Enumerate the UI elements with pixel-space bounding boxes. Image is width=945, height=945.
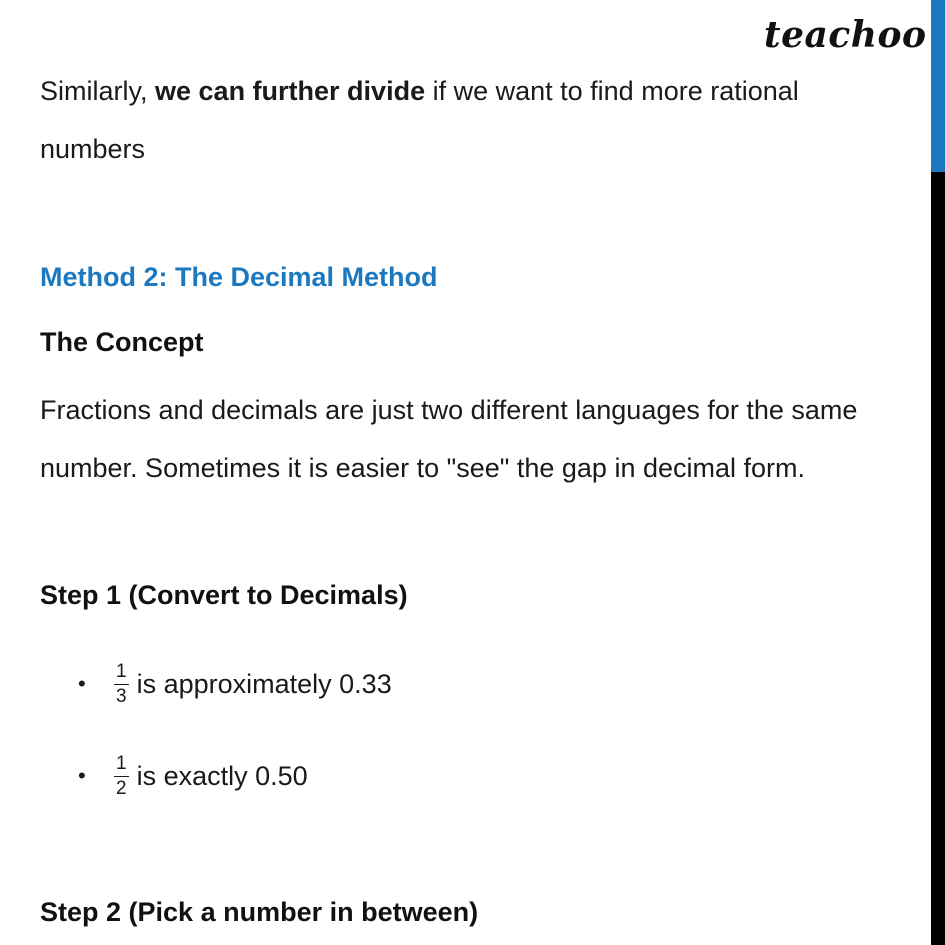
list-item: [78, 654, 392, 714]
teachoo-logo: teachoo: [764, 14, 927, 56]
fraction: [114, 662, 129, 707]
bullet-icon: •: [78, 763, 86, 788]
paragraph-concept-line2: number. Sometimes it is easier to "see" the gap in decimal form.: [40, 453, 806, 483]
bullet-text: is exactly 0.50: [136, 760, 308, 791]
fraction-denominator: 2: [116, 777, 127, 799]
paragraph-similarly-before: Similarly,: [40, 76, 156, 106]
concept-heading: The Concept: [40, 327, 204, 357]
paragraph-similarly-line1: [40, 62, 799, 120]
fraction-denominator: 3: [116, 685, 127, 707]
step2-heading: Step 2 (Pick a number in between): [40, 897, 479, 927]
paragraph-similarly-bold: we can further divide: [155, 76, 426, 106]
bullet-text: is approximately 0.33: [136, 668, 392, 699]
method-heading: Method 2: The Decimal Method: [40, 262, 438, 292]
paragraph-similarly: [40, 62, 799, 178]
paragraph-similarly-line2: numbers: [40, 134, 146, 164]
fraction-numerator: 1: [114, 662, 129, 685]
bullet-icon: •: [78, 671, 86, 696]
list-item: [78, 746, 308, 806]
paragraph-concept: [40, 381, 857, 497]
side-bar: [931, 0, 945, 945]
fraction: [114, 754, 129, 799]
fraction-numerator: 1: [114, 754, 129, 777]
step1-heading: Step 1 (Convert to Decimals): [40, 580, 408, 610]
side-bar-accent: [931, 0, 945, 172]
paragraph-concept-line1: Fractions and decimals are just two different languages for the same: [40, 395, 858, 425]
paragraph-similarly-after: if we want to find more rational: [425, 76, 799, 106]
